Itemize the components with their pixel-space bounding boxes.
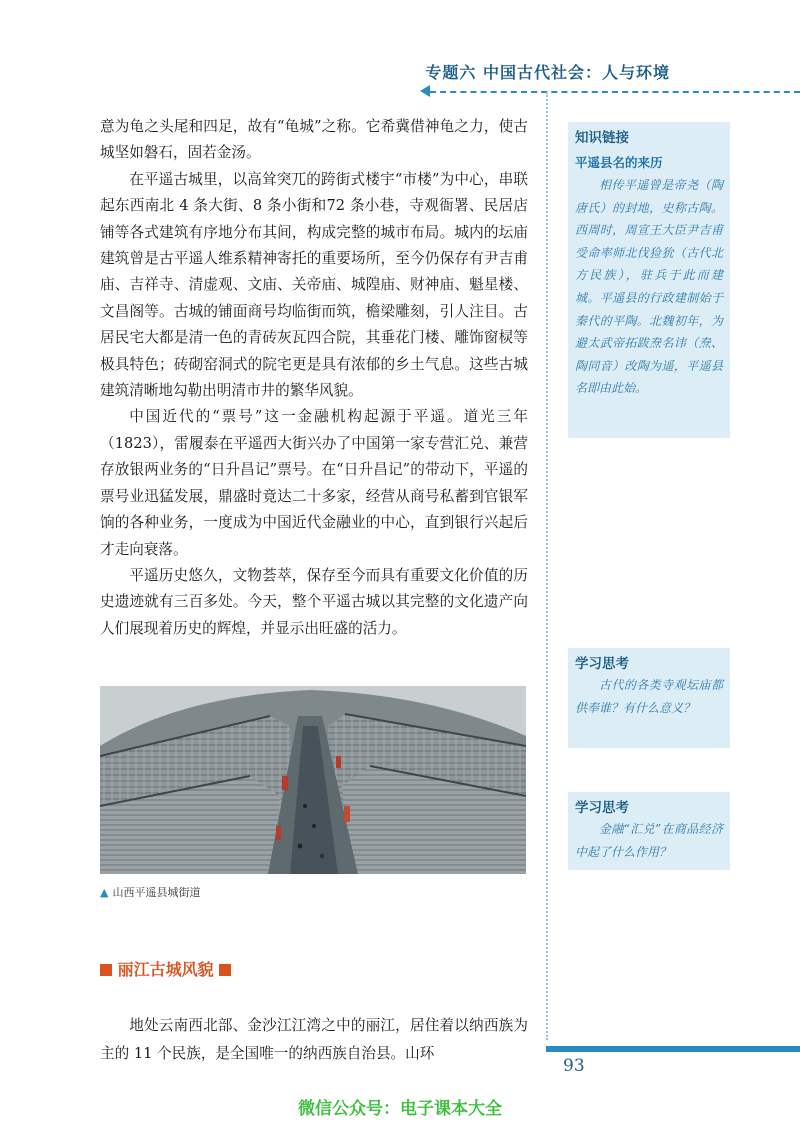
paragraph-continued: 意为龟之头尾和四足，故有“龟城”之称。它希冀借神龟之力，使古城坚如磐石，固若金汤。 bbox=[100, 118, 528, 162]
caption-triangle-icon: ▲ bbox=[100, 886, 109, 899]
photo-caption-text: 山西平遥县城街道 bbox=[112, 886, 201, 899]
heading-square-icon bbox=[100, 964, 112, 976]
sidebar-divider bbox=[546, 92, 548, 1040]
paragraph-piaohao: 中国近代的“票号”这一金融机构起源于平遥。道光三年（1823），雷履泰在平遥西大街兴办了中国第一家专营汇兑、兼营存放银两业务的“日升昌记”票号。在“日升昌记”的带动下，平遥的票号业迅猛发展，鼎盛时竟达二十多家，经营从商号私蓄到官银军饷的各种业务，一度成为中国近代金融业的中心，直到银行兴起后才走向衰落。 bbox=[100, 408, 528, 558]
knowledge-link-body: 相传平遥曾是帝尧（陶唐氏）的封地，史称古陶。西周时，周宣王大臣尹吉甫受命率师北伐猃狁（古代北方民族），驻兵于此而建城。平遥县的行政建制始于秦代的平陶。北魏初年，为避太武帝拓跋焘名讳（焘、陶同音）改陶为遥，平遥县名即由此始。 bbox=[575, 178, 723, 396]
main-text bbox=[100, 114, 528, 642]
header-divider bbox=[430, 91, 800, 93]
footer-bar bbox=[546, 1046, 800, 1052]
study-question-body-2: 金融“汇兑”在商品经济中起了什么作用？ bbox=[575, 822, 723, 859]
paragraph-heritage: 平遥历史悠久，文物荟萃，保存至今而具有重要文化价值的历史遗迹就有三百多处。今天，整个平遥古城以其完整的文化遗产向人们展现着历史的辉煌，并显示出旺盛的活力。 bbox=[100, 566, 528, 637]
study-question-title-1: 学习思考 bbox=[575, 656, 629, 672]
paragraph-lijiang: 地处云南西北部、金沙江江湾之中的丽江，居住着以纳西族为主的 11 个民族，是全国唯一的纳西族自治县。山环 bbox=[100, 1017, 528, 1062]
photo-caption bbox=[100, 884, 200, 900]
study-question-box-1 bbox=[568, 648, 730, 748]
study-question-title-2: 学习思考 bbox=[575, 800, 629, 816]
watermark: 微信公众号：电子课本大全 bbox=[298, 1099, 502, 1119]
study-question-body-1: 古代的各类寺观坛庙都供奉谁？有什么意义？ bbox=[575, 678, 723, 715]
heading-square-icon bbox=[219, 964, 231, 976]
knowledge-link-title: 知识链接 bbox=[575, 130, 629, 146]
pingyao-street-photo bbox=[100, 686, 526, 874]
header-arrow-icon bbox=[420, 85, 430, 97]
paragraph-city-layout: 在平遥古城里，以高耸突兀的跨街式楼宇“市楼”为中心，串联起东西南北 4 条大街、8 条小街和72 条小巷，寺观衙署、民居店铺等各式建筑有序地分布其间，构成完整的城市布局。城内的坛庙建筑曾是古平遥人维系精神寄托的重要场所，至今仍保存有尹吉甫庙、吉祥寺、清虚观、文庙、关帝庙、城隍庙、财神庙、魁星楼、文昌阁等。古城的铺面商号均临街而筑，檐梁雕刻，引人注目。古居民宅大都是清一色的青砖灰瓦四合院，其垂花门楼、雕饰窗棂等极具特色；砖砌窑洞式的院宅更是具有浓郁的乡土气息。这些古城建筑清晰地勾勒出明清市井的繁华风貌。 bbox=[100, 170, 528, 400]
section-heading-text: 丽江古城风貌 bbox=[117, 960, 214, 979]
lijiang-text bbox=[100, 1012, 528, 1068]
page-number: 93 bbox=[563, 1056, 585, 1076]
study-question-box-2 bbox=[568, 792, 730, 870]
chapter-header-title: 专题六 中国古代社会：人与环境 bbox=[425, 63, 670, 82]
knowledge-link-box bbox=[568, 122, 730, 438]
knowledge-link-subtitle: 平遥县名的来历 bbox=[575, 155, 663, 170]
section-heading bbox=[100, 957, 231, 980]
street-photo-illustration bbox=[100, 686, 526, 874]
